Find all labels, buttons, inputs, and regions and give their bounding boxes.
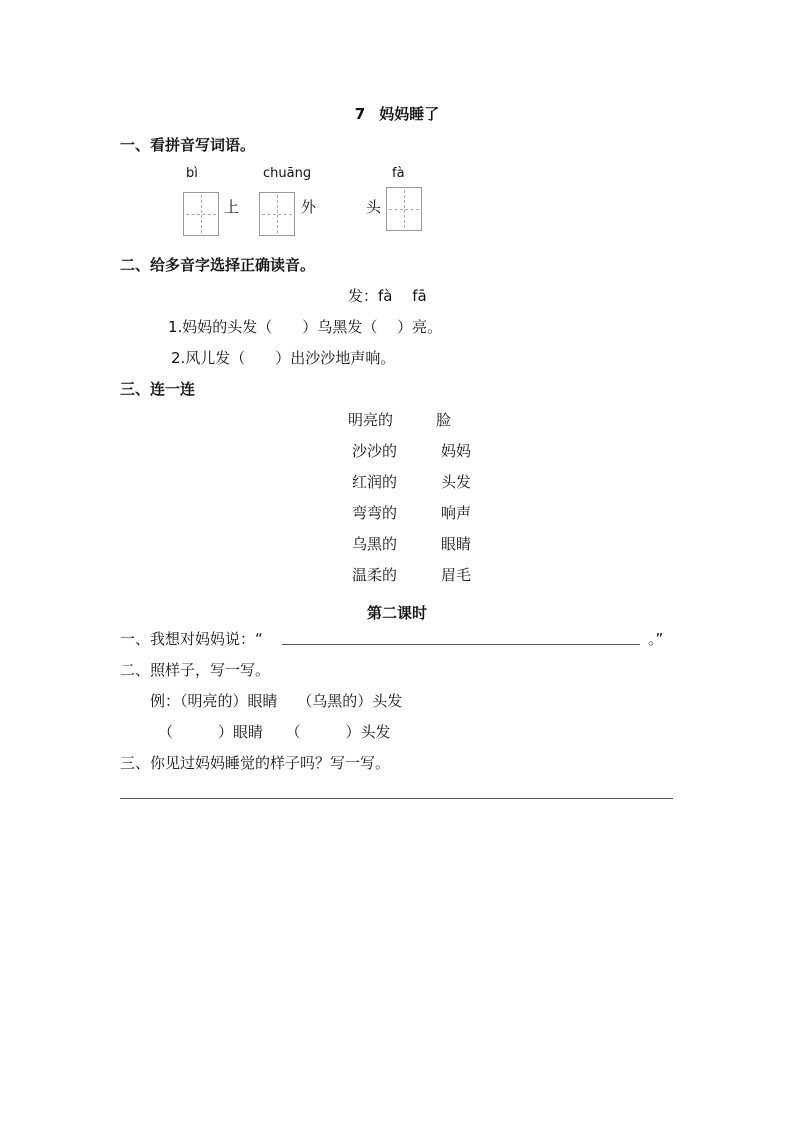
question-1: 1.妈妈的头发（ ）乌黑发（ ）亮。 — [168, 318, 443, 336]
section3-heading: 三、连一连 — [120, 380, 196, 398]
match-left-item[interactable]: 沙沙的 — [352, 442, 398, 460]
match-left-item[interactable]: 弯弯的 — [352, 504, 398, 522]
match-right-item[interactable]: 妈妈 — [441, 442, 472, 460]
match-left-item[interactable]: 明亮的 — [348, 411, 394, 429]
writing-grid-bi[interactable] — [183, 192, 219, 236]
match-left-item[interactable]: 乌黑的 — [352, 535, 398, 553]
lesson2-question-1-end: 。” — [648, 630, 664, 648]
section2-heading: 二、给多音字选择正确读音。 — [120, 256, 316, 274]
lesson-title: 妈妈睡了 — [379, 105, 440, 123]
match-right-item[interactable]: 响声 — [441, 504, 472, 522]
match-left-item[interactable]: 温柔的 — [352, 566, 398, 584]
match-right-item[interactable]: 脸 — [436, 411, 452, 429]
page-title — [0, 103, 794, 124]
match-right-item[interactable]: 眉毛 — [441, 566, 472, 584]
match-right-item[interactable]: 眼睛 — [441, 535, 472, 553]
writing-grid-fa[interactable] — [386, 187, 422, 231]
word-suffix-shang: 上 — [224, 198, 240, 216]
example-line: 例：（明亮的）眼睛 （乌黑的）头发 — [150, 692, 403, 710]
lesson2-question-3: 三、你见过妈妈睡觉的样子吗？写一写。 — [120, 754, 391, 772]
lesson-number: 7 — [354, 105, 366, 123]
lesson2-question-1: 一、我想对妈妈说：“ — [120, 630, 263, 648]
practice-line[interactable]: （ ）眼睛 （ ）头发 — [158, 723, 391, 741]
question-2: 2.风儿发（ ）出沙沙地声响。 — [171, 349, 396, 367]
polyphone-prompt: 发：fà fā — [348, 287, 427, 305]
lesson2-heading: 第二课时 — [366, 604, 427, 622]
match-right-item[interactable]: 头发 — [441, 473, 472, 491]
lesson2-question-2: 二、照样子，写一写。 — [120, 661, 271, 679]
writing-grid-chuang[interactable] — [259, 192, 295, 236]
match-left-item[interactable]: 红润的 — [352, 473, 398, 491]
pinyin-chuang: chuānɡ — [263, 166, 312, 181]
section1-heading: 一、看拼音写词语。 — [120, 136, 256, 154]
word-suffix-wai: 外 — [301, 198, 317, 216]
answer-line-3[interactable] — [120, 798, 673, 799]
pinyin-fa: fà — [392, 166, 405, 181]
word-prefix-tou: 头 — [366, 198, 382, 216]
pinyin-bi: bì — [186, 166, 198, 181]
answer-line-1[interactable] — [282, 644, 640, 645]
